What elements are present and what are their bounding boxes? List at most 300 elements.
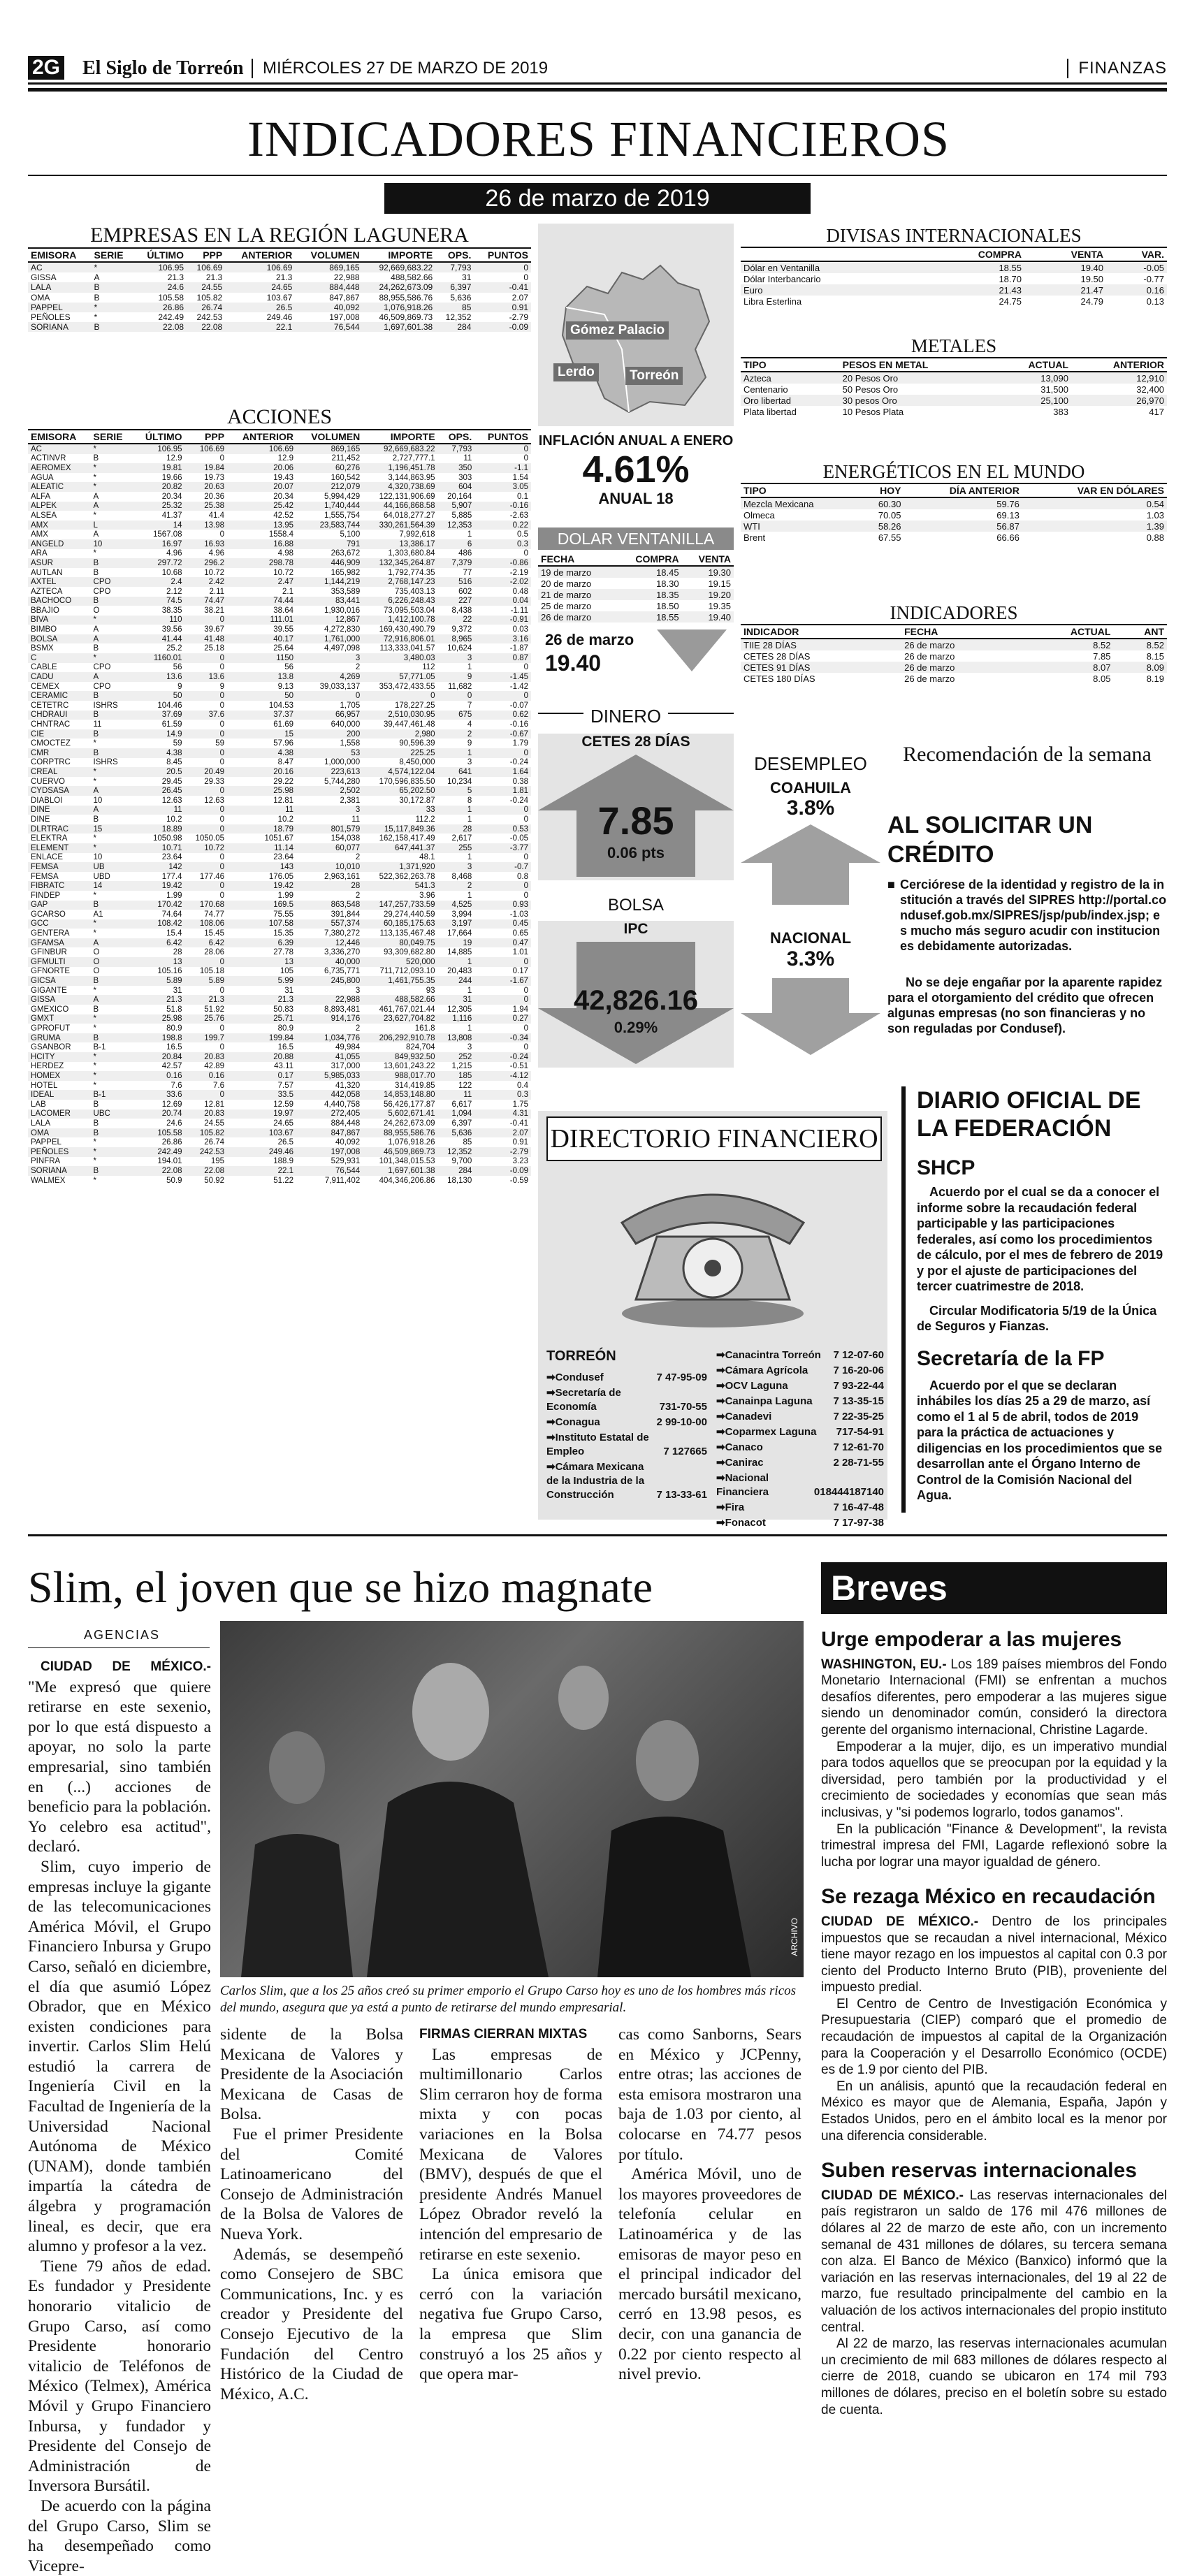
- table-cell: 25.98: [227, 786, 296, 796]
- table-cell: 711,712,093.10: [379, 967, 435, 976]
- directory-phone: 7 47-95-09: [656, 1371, 707, 1383]
- table-cell: *: [93, 549, 96, 558]
- table-cell: 20.63: [185, 482, 228, 492]
- table-cell: 10.2: [277, 815, 294, 824]
- table-cell: 0: [523, 454, 528, 463]
- table-cell: 884,448: [331, 1119, 361, 1128]
- table-cell: 26 de marzo: [904, 673, 955, 684]
- table-cell: 0: [219, 720, 225, 729]
- list-item: [716, 1395, 884, 1409]
- energeticos-title: ENERGÉTICOS EN EL MUNDO: [741, 461, 1167, 484]
- table-cell: 6,735,771: [324, 967, 361, 976]
- table-row: [741, 662, 1167, 673]
- down-arrow-icon: [657, 630, 727, 671]
- table-cell: 40,000: [296, 957, 363, 967]
- list-item: [716, 1456, 884, 1470]
- table-cell: 3,144,863.95: [388, 473, 435, 482]
- table-cell: 44,166,868.58: [363, 502, 437, 511]
- table-cell: B: [91, 901, 133, 910]
- table-cell: AUTLAN: [31, 568, 63, 577]
- table-cell: AGUA: [31, 473, 54, 482]
- table-cell: 1,094: [438, 1109, 475, 1119]
- table-cell: GCARSO: [31, 910, 66, 919]
- table-cell: 461,767,021.44: [379, 1005, 435, 1014]
- bolsa-value: 42,826.16: [574, 985, 698, 1016]
- table-cell: 161.8: [414, 1024, 435, 1033]
- table-cell: 26.86: [161, 1138, 182, 1147]
- table-cell: 38.21: [204, 606, 225, 615]
- table-cell: 847,867: [296, 1128, 363, 1138]
- table-cell: 21.47: [1024, 284, 1106, 296]
- bolsa-title: BOLSA: [607, 896, 665, 915]
- table-cell: 1: [438, 748, 475, 758]
- inflacion-sub: ANUAL 18: [598, 490, 674, 507]
- table-row: [28, 967, 531, 977]
- acciones-header-1: SERIE: [91, 430, 133, 444]
- table-cell: 19.20: [682, 589, 734, 600]
- table-cell: -0.34: [474, 1033, 531, 1043]
- acciones-header-4: ANTERIOR: [227, 430, 296, 444]
- table-cell: -0.7: [474, 862, 531, 872]
- dinero-box: [538, 734, 734, 880]
- table-cell: 19.81: [133, 463, 185, 473]
- story-top-rule: [28, 1534, 1167, 1536]
- table-cell: 12.59: [273, 1100, 294, 1109]
- table-cell: 2: [438, 881, 475, 891]
- table-cell: -0.09: [474, 1166, 531, 1176]
- table-row: [28, 758, 531, 768]
- table-cell: 65,202.50: [363, 786, 437, 796]
- list-item: [716, 1425, 884, 1439]
- table-cell: -0.07: [509, 701, 528, 710]
- table-cell: 26.45: [133, 786, 185, 796]
- table-cell: 0: [219, 1043, 225, 1052]
- table-cell: 20.74: [133, 1109, 185, 1119]
- energeticos-table: [741, 484, 1167, 543]
- table-cell: 0.45: [474, 919, 531, 929]
- story-dateline: CIUDAD DE MÉXICO.-: [41, 1659, 211, 1674]
- empresas-header-0: EMISORA: [28, 249, 92, 262]
- table-cell: 19.43: [273, 473, 294, 482]
- empresas-table: [28, 249, 531, 332]
- table-cell: 3,480.03: [363, 653, 437, 663]
- map-label-lerdo: Lerdo: [553, 363, 599, 381]
- table-row: [28, 1157, 531, 1167]
- table-cell: GFNORTE: [31, 967, 71, 976]
- table-cell: 39,447,461.48: [384, 720, 435, 729]
- table-cell: B: [93, 568, 99, 577]
- dof-item3: Acuerdo por el que se declaran inhábiles los días 25 a 29 de marzo, así como el 1 al 5 de abril, todos de 2019 para la práctica de actuaciones y diligencias en los procedimientos que se desarrollan ante el Órgano Interno de Control de la Comisión Nacional del Agua.: [917, 1378, 1163, 1502]
- table-cell: 23,627,704.82: [363, 1014, 437, 1024]
- table-cell: 0: [219, 853, 225, 862]
- story-col3-p2: La única emisora que cerró con la variación negativa fue Grupo Carso, la empresa que Slim construyó a los 25 años y que opera mar-: [419, 2265, 602, 2384]
- table-cell: 41,055: [296, 1052, 363, 1062]
- table-cell: 24.55: [204, 1119, 225, 1128]
- table-cell: PEÑOLES: [31, 312, 71, 323]
- table-cell: 61.59: [161, 720, 182, 729]
- table-cell: 20 de marzo: [541, 578, 592, 589]
- table-row: [28, 568, 531, 578]
- table-cell: 10.72: [273, 568, 294, 577]
- breves-title: Breves: [821, 1562, 1167, 1614]
- table-cell: 4.38: [227, 748, 296, 758]
- table-cell: AC: [28, 262, 92, 272]
- table-row: [28, 862, 531, 872]
- story-col4-p2: América Móvil, uno de los mayores proveedores de telefonía celular en Latinoamérica y de las emisoras de mayor peso en el principal indicador del mercado bursátil mexicano, cerró en 13.98 pesos, es decir, con una ganancia de 0.22 por ciento respecto al nivel previo.: [618, 2165, 801, 2384]
- table-cell: 42.57: [161, 1062, 182, 1071]
- table-cell: 0.22: [474, 521, 531, 530]
- table-cell: 0: [523, 815, 528, 824]
- table-cell: 14.9: [133, 729, 185, 739]
- story-byline: AGENCIAS: [84, 1628, 161, 1642]
- indicadores-header-3: ANT: [1113, 625, 1167, 639]
- table-cell: 8.07: [1018, 662, 1113, 673]
- inflacion-box: [538, 433, 734, 508]
- table-cell: GSANBOR: [31, 1043, 71, 1052]
- table-cell: 74.77: [204, 910, 225, 919]
- table-cell: 353,472,433.55: [379, 682, 435, 691]
- table-cell: 178,227.25: [395, 701, 435, 710]
- table-cell: 557,374: [296, 919, 363, 929]
- table-cell: 8.47: [277, 758, 294, 767]
- table-cell: 18.50: [656, 600, 679, 611]
- table-cell: 33.5: [227, 1090, 296, 1100]
- table-cell: 0: [474, 691, 531, 701]
- table-cell: 0.93: [474, 901, 531, 910]
- empresas-header-6: IMPORTE: [363, 249, 436, 262]
- table-row: [28, 738, 531, 748]
- table-cell: 446,909: [296, 558, 363, 568]
- table-cell: 18.45: [615, 566, 682, 578]
- table-cell: 11: [438, 1090, 475, 1100]
- table-cell: 12,867: [296, 616, 363, 625]
- table-cell: 2.4: [133, 577, 185, 587]
- table-row: [28, 729, 531, 739]
- table-cell: 5,636: [438, 1128, 475, 1138]
- table-row: [28, 796, 531, 806]
- table-cell: 12.63: [161, 796, 182, 805]
- table-row: [28, 901, 531, 910]
- table-cell: 8,450,000: [399, 758, 435, 767]
- acciones-header-2: ÚLTIMO: [133, 430, 185, 444]
- table-row: [28, 1109, 531, 1119]
- table-cell: 64,018,277.27: [384, 511, 435, 520]
- table-cell: CERAMIC: [28, 691, 91, 701]
- dinero-title: DINERO: [583, 706, 668, 727]
- table-cell: 40.17: [227, 634, 296, 644]
- table-cell: 104.46: [157, 701, 182, 710]
- table-cell: IDEAL: [28, 1090, 91, 1100]
- table-cell: SORIANA: [28, 1166, 91, 1176]
- metales-header-0: TIPO: [741, 358, 840, 372]
- table-cell: B: [93, 1119, 99, 1128]
- list-item: [716, 1348, 884, 1362]
- table-row: [538, 578, 734, 589]
- table-cell: 1,196,451.78: [363, 463, 437, 473]
- dof-sfp: Secretaría de la FP: [917, 1346, 1105, 1370]
- table-cell: 0: [219, 701, 225, 710]
- table-cell: FEMSA: [31, 872, 59, 881]
- table-cell: 177.46: [199, 872, 225, 881]
- divisas-header-2: VENTA: [1024, 248, 1106, 261]
- table-cell: 0: [219, 758, 225, 767]
- table-cell: 0.8: [517, 872, 528, 881]
- table-cell: 22.08: [133, 1166, 185, 1176]
- directory-name: ➡Fira: [716, 1501, 745, 1513]
- table-cell: 0: [219, 891, 225, 900]
- table-cell: *: [91, 1052, 133, 1062]
- table-cell: 0.65: [512, 929, 528, 938]
- list-item: [716, 1441, 884, 1455]
- list-item: [546, 1460, 707, 1502]
- table-cell: 26.5: [225, 303, 295, 312]
- table-cell: 1,116: [438, 1014, 475, 1024]
- table-cell: 21.3: [227, 995, 296, 1005]
- table-cell: 3,336,270: [324, 948, 361, 957]
- table-cell: 200: [296, 729, 363, 739]
- acciones-header-8: PUNTOS: [474, 430, 531, 444]
- table-cell: 0: [523, 891, 528, 900]
- divisas-table: [741, 248, 1167, 307]
- table-cell: 8.52: [1113, 639, 1167, 650]
- table-cell: AZTECA: [31, 587, 63, 596]
- table-cell: 60,077: [296, 843, 363, 853]
- directory-name: ➡Cámara Mexicana de la Industria de la Construcción: [546, 1461, 645, 1501]
- table-row: [28, 701, 531, 711]
- page-title: INDICADORES FINANCIEROS: [247, 111, 950, 167]
- table-cell: 13.98: [185, 521, 228, 530]
- table-cell: 242.53: [196, 312, 223, 323]
- table-cell: *: [91, 616, 133, 625]
- story-col2-p1: sidente de la Bolsa Mexicana de Valores y Presidente de la Asociación Mexicana de Casas de Bolsa.: [220, 2025, 403, 2124]
- directory-phone: 2 28-71-55: [833, 1457, 884, 1469]
- table-cell: 59: [215, 739, 225, 748]
- table-cell: 38.64: [273, 606, 294, 615]
- table-cell: 1: [467, 891, 472, 900]
- table-cell: 2,617: [451, 834, 472, 843]
- table-cell: 18.55: [615, 611, 682, 623]
- list-item: [716, 1364, 884, 1378]
- table-cell: 2: [355, 663, 361, 672]
- directory-phone: 7 12-61-70: [833, 1441, 884, 1453]
- table-cell: 26.74: [187, 303, 225, 312]
- table-cell: 8.19: [1146, 673, 1164, 684]
- table-cell: 29.22: [273, 777, 294, 786]
- table-cell: 105.18: [199, 967, 225, 976]
- bolsa-subtitle: IPC: [623, 921, 648, 937]
- table-cell: 176.05: [268, 872, 294, 881]
- table-cell: 29.45: [161, 777, 182, 786]
- table-cell: GFAMSA: [28, 938, 91, 948]
- acciones-header-3: PPP: [185, 430, 228, 444]
- table-cell: 21.43: [919, 284, 1024, 296]
- table-cell: 49,984: [335, 1043, 361, 1052]
- empresas-header-4: ANTERIOR: [225, 249, 295, 262]
- table-cell: 21.3: [275, 272, 293, 283]
- table-cell: 5,907: [438, 502, 475, 511]
- dolar-current-value: 19.40: [545, 650, 602, 676]
- table-cell: 41.44: [133, 634, 185, 644]
- desempleo-shaft-bottom: [772, 978, 849, 1013]
- table-cell: GICSA: [28, 976, 91, 986]
- table-cell: LAB: [31, 1100, 46, 1109]
- table-cell: 22.08: [134, 322, 187, 332]
- table-cell: 18.79: [227, 824, 296, 834]
- table-cell: 9: [438, 672, 475, 682]
- dinero-change: 0.06 pts: [607, 844, 665, 861]
- directory-name: ➡Canadevi: [716, 1411, 772, 1422]
- table-cell: 2: [355, 1024, 361, 1033]
- table-cell: OMA: [31, 292, 50, 303]
- recomendacion-para: No se deje engañar por la aparente rapidez para el otorgamiento del crédito que ofrecen algunas empresas (no son financieras y no son reguladas por Condusef).: [887, 975, 1163, 1035]
- table-cell: 25,100: [994, 395, 1071, 406]
- table-cell: 19.50: [1080, 273, 1104, 284]
- table-cell: 296.2: [185, 558, 228, 568]
- table-cell: 39.55: [273, 625, 294, 634]
- table-cell: 245,800: [296, 976, 363, 986]
- table-row: [28, 806, 531, 815]
- table-cell: Brent: [743, 532, 766, 543]
- table-cell: 11: [133, 806, 185, 815]
- table-cell: GFMULTI: [28, 957, 91, 967]
- table-row: [28, 549, 531, 559]
- table-cell: 14: [91, 881, 133, 891]
- inflacion-value: 4.61%: [582, 449, 690, 490]
- table-cell: 57.96: [273, 739, 294, 748]
- table-row: [28, 616, 531, 625]
- table-cell: 675: [438, 711, 475, 720]
- table-cell: 9: [467, 739, 472, 748]
- table-cell: -1.42: [509, 682, 528, 691]
- table-row: [28, 502, 531, 511]
- table-cell: 0.3: [474, 1090, 531, 1100]
- table-cell: 317,000: [331, 1062, 361, 1071]
- directory-name: ➡Condusef: [546, 1371, 604, 1383]
- table-cell: BIMBO: [31, 625, 57, 634]
- table-cell: A: [91, 786, 133, 796]
- table-cell: 20,483: [447, 967, 472, 976]
- table-row: [28, 786, 531, 796]
- table-cell: 88,955,586.76: [379, 292, 433, 303]
- table-cell: 3: [467, 1043, 472, 1052]
- table-cell: 23.64: [161, 853, 182, 862]
- indicadores-section: [741, 602, 1167, 684]
- desempleo-nacional-value: 3.3%: [786, 947, 835, 970]
- table-row: [28, 711, 531, 720]
- table-cell: 0.54: [1022, 497, 1167, 509]
- table-cell: 74.44: [227, 597, 296, 606]
- brief-paragraph: CIUDAD DE MÉXICO.- Dentro de los principales impuestos que se recaudan a nivel internacional, México tiene mayor rezago en los impuestos al capital con 0.3 por ciento del Producto Interno Bruto (PIB), proveniente del impuesto predial.: [821, 1914, 1167, 1995]
- table-row: [28, 511, 531, 521]
- table-cell: *: [91, 463, 133, 473]
- desempleo-down-arrow-icon: [741, 1013, 880, 1055]
- table-cell: 0.03: [512, 625, 528, 634]
- table-row: [28, 957, 531, 967]
- table-cell: 122,131,906.69: [379, 492, 435, 501]
- table-cell: 19.30: [682, 566, 734, 578]
- indicadores-header-0: INDICADOR: [741, 625, 901, 639]
- table-cell: 59: [173, 739, 182, 748]
- table-cell: A: [94, 272, 100, 283]
- table-cell: 735,403.13: [395, 587, 435, 596]
- table-cell: 37.6: [185, 711, 228, 720]
- table-cell: 20.83: [185, 1052, 228, 1062]
- table-cell: 330,261,564.39: [363, 521, 437, 530]
- table-cell: 2: [355, 891, 361, 900]
- table-cell: 0: [185, 806, 228, 815]
- table-cell: 17,664: [447, 929, 472, 938]
- table-cell: 1558.4: [268, 530, 294, 539]
- table-cell: B: [91, 976, 133, 986]
- bullet-icon: ■: [887, 878, 895, 892]
- table-cell: 529,931: [331, 1157, 361, 1166]
- directorio-city: TORREÓN: [546, 1348, 616, 1364]
- table-row: [741, 497, 1167, 509]
- table-cell: 170,596,835.50: [379, 777, 435, 786]
- dof-box: [917, 1086, 1167, 1504]
- table-cell: ELEMENT: [28, 843, 91, 853]
- table-cell: CMOCTEZ: [31, 739, 71, 748]
- table-cell: -3.77: [474, 843, 531, 853]
- table-cell: 8.09: [1113, 662, 1167, 673]
- table-cell: 1,215: [451, 1062, 472, 1071]
- table-cell: 142: [133, 862, 185, 872]
- table-cell: 0: [523, 549, 528, 558]
- table-cell: 2: [355, 853, 361, 862]
- table-cell: 2.07: [474, 1128, 531, 1138]
- list-item: [716, 1516, 884, 1530]
- list-item: [716, 1471, 884, 1499]
- desempleo-up-arrow-icon: [741, 824, 880, 863]
- table-cell: 1567.08: [152, 530, 182, 539]
- table-cell: 7.6: [171, 1081, 182, 1090]
- photo-credit: ARCHIVO: [790, 1918, 799, 1956]
- table-cell: 59.76: [904, 497, 1022, 509]
- table-cell: 3.16: [474, 634, 531, 644]
- table-cell: ALPEK: [28, 502, 91, 511]
- table-cell: 3.05: [474, 482, 531, 492]
- table-cell: 103.67: [227, 1128, 296, 1138]
- table-cell: 29,274,440.59: [384, 910, 435, 919]
- table-cell: B: [93, 1005, 99, 1014]
- table-cell: 4.38: [133, 748, 185, 758]
- table-cell: 2.11: [209, 587, 225, 596]
- table-cell: 6,397: [435, 282, 474, 292]
- table-row: [741, 532, 1167, 543]
- table-cell: 14,885: [447, 948, 472, 957]
- table-row: [28, 1071, 531, 1081]
- table-cell: 5.89: [133, 976, 185, 986]
- table-cell: 31: [462, 272, 472, 283]
- table-cell: -0.09: [474, 322, 531, 332]
- table-cell: 19.84: [185, 463, 228, 473]
- table-cell: 10,234: [447, 777, 472, 786]
- table-cell: 297.72: [133, 558, 185, 568]
- table-cell: 7,793: [438, 444, 475, 454]
- directorio-title: DIRECTORIO FINANCIERO: [546, 1116, 882, 1161]
- table-cell: 7,379: [438, 558, 475, 568]
- table-row: [28, 853, 531, 863]
- table-cell: 194.01: [157, 1157, 182, 1166]
- table-row: [741, 273, 1167, 284]
- table-cell: B: [93, 644, 99, 653]
- table-cell: 350: [438, 463, 475, 473]
- dof-item1: Acuerdo por el cual se da a conocer el informe sobre la recaudación federal participable y las participaciones federales, así como los procedimientos de cálculo, por el mes de febrero de 2019 y por el ajuste de participaciones del tercer cuatrimestre de 2018.: [917, 1185, 1163, 1293]
- brief-paragraph: Empoderar a la mujer, dijo, es un imperativo mundial para todos aquellos que se preocupan por la equidad y la diversidad, pero también por la productividad y el crecimiento de sociedades y economías que sean más inclusivas, y "si podemos lograrlo, todos ganamos".: [821, 1739, 1167, 1820]
- table-cell: 383: [1053, 406, 1068, 417]
- table-cell: 111.01: [227, 616, 296, 625]
- breves-list: [821, 1628, 1167, 2436]
